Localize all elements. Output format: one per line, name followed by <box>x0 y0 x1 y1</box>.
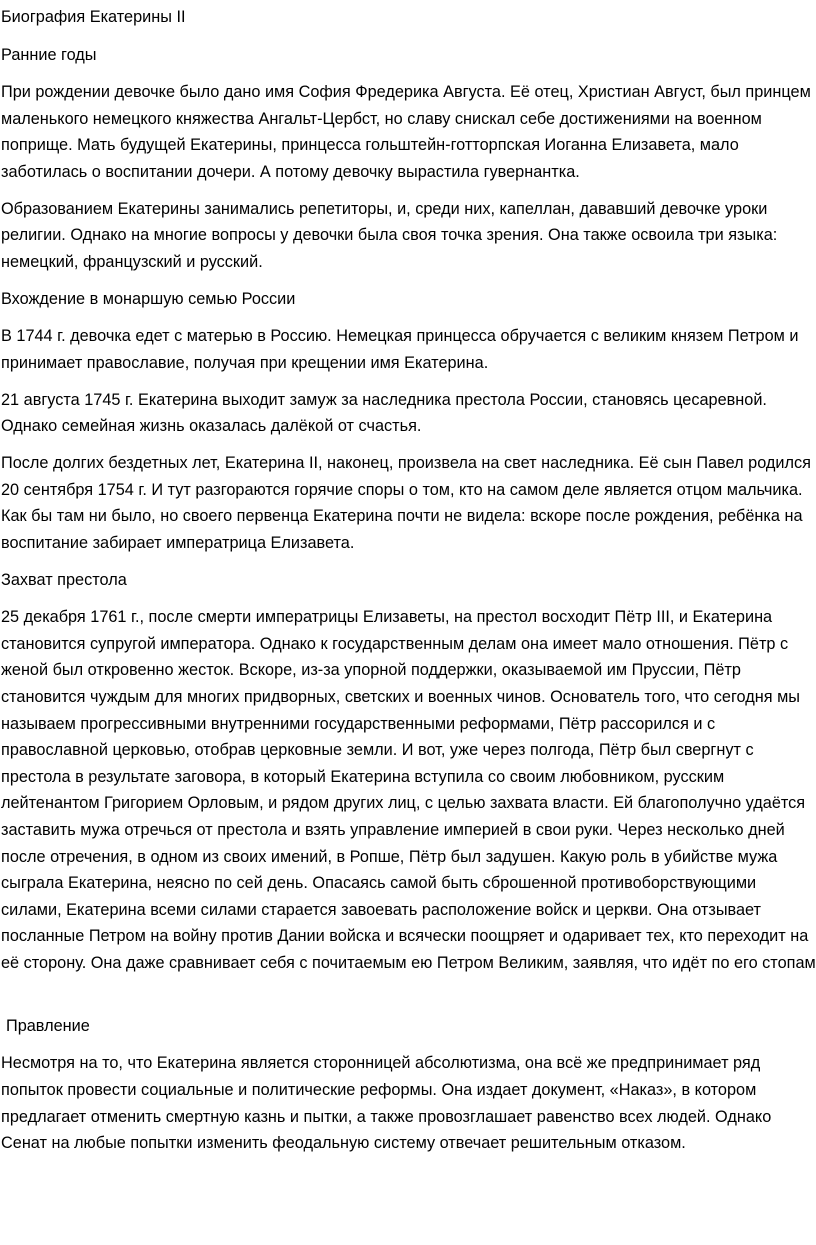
paragraph: Образованием Екатерины занимались репетиторы, и, среди них, капеллан, дававший девочке уроки религии. Однако на многие вопросы у девочки была своя точка зрения. Она также освоила три языка: немецкий, французский и русский. <box>1 199 778 271</box>
paragraph: После долгих бездетных лет, Екатерина II, наконец, произвела на свет наследника. Её сын Павел родился 20 сентября 1754 г. И тут разгораются горячие споры о том, кто на самом деле является отцом мальчика. Как бы там ни было, но своего первенца Екатерина почти не видела: вскоре после рождения, ребёнка на воспитание забирает императрица Елизавета. <box>1 454 811 552</box>
section-heading-seizure-of-throne: Захват престола <box>1 570 127 589</box>
section-heading-early-years: Ранние годы <box>1 45 97 64</box>
blank-line <box>1 987 816 1013</box>
paragraph: При рождении девочке было дано имя София Фредерика Августа. Её отец, Христиан Август, был принцем маленького немецкого княжества Ангальт-Цербст, но славу снискал себе достижениями на военном поприще. Мать будущей Екатерины, принцесса гольштейн-готторпская Иоганна Елизавета, мало заботилась о воспитании дочери. А потому девочку вырастила гувернантка. <box>1 83 811 181</box>
paragraph: Несмотря на то, что Екатерина является сторонницей абсолютизма, она всё же предпринимает ряд попыток провести социальные и политические реформы. Она издает документ, «Наказ», в котором предлагает отменить смертную казнь и пытки, а также провозглашает равенство всех людей. Однако Сенат на любые попытки изменить феодальную систему отвечает решительным отказом. <box>1 1054 772 1153</box>
paragraph: В 1744 г. девочка едет с матерью в Россию. Немецкая принцесса обручается с великим князем Петром и принимает православие, получая при крещении имя Екатерина. <box>1 327 799 372</box>
section-heading-reign: Правление <box>6 1016 90 1035</box>
section-heading-royal-family: Вхождение в монаршую семью России <box>1 289 296 308</box>
paragraph: 25 декабря 1761 г., после смерти императрицы Елизаветы, на престол восходит Пётр III, и Екатерина становится супругой императора. Однако к государственным делам она имеет мало отношения. Пётр с женой был откровенно жесток. Вскоре, из-за упорной поддержки, оказываемой им Пруссии, Пётр становится чуждым для многих придворных, светских и военных чинов. Основатель того, что сегодня мы называем прогрессивными внутренними государственными реформами, Пётр рассорился и с православной церковью, отобрав церковные земли. И вот, уже через полгода, Пётр был свергнут с престола в результате заговора, в который Екатерина вступила со своим любовником, русским лейтенантом Григорием Орловым, и рядом других лиц, с целью захвата власти. Ей благополучно удаётся заставить мужа отречься от престола и взять управление империей в свои руки. Через несколько дней после отречения, в одном из своих имений, в Ропше, Пётр был задушен. Какую роль в убийстве мужа сыграла Екатерина, неясно по сей день. Опасаясь самой быть сброшенной противоборствующими силами, Екатерина всеми силами старается завоевать расположение войск и церкви. Она отзывает посланные Петром на войну против Дании войска и всячески поощряет и одаривает тех, кто переходит на её сторону. Она даже сравнивает себя с почитаемым ею Петром Великим, заявляя, что идёт по его стопам <box>1 608 816 972</box>
document-title: Биография Екатерины II <box>1 8 186 26</box>
paragraph: 21 августа 1745 г. Екатерина выходит замуж за наследника престола России, становясь цесаревной. Однако семейная жизнь оказалась далёкой от счастья. <box>1 390 767 436</box>
